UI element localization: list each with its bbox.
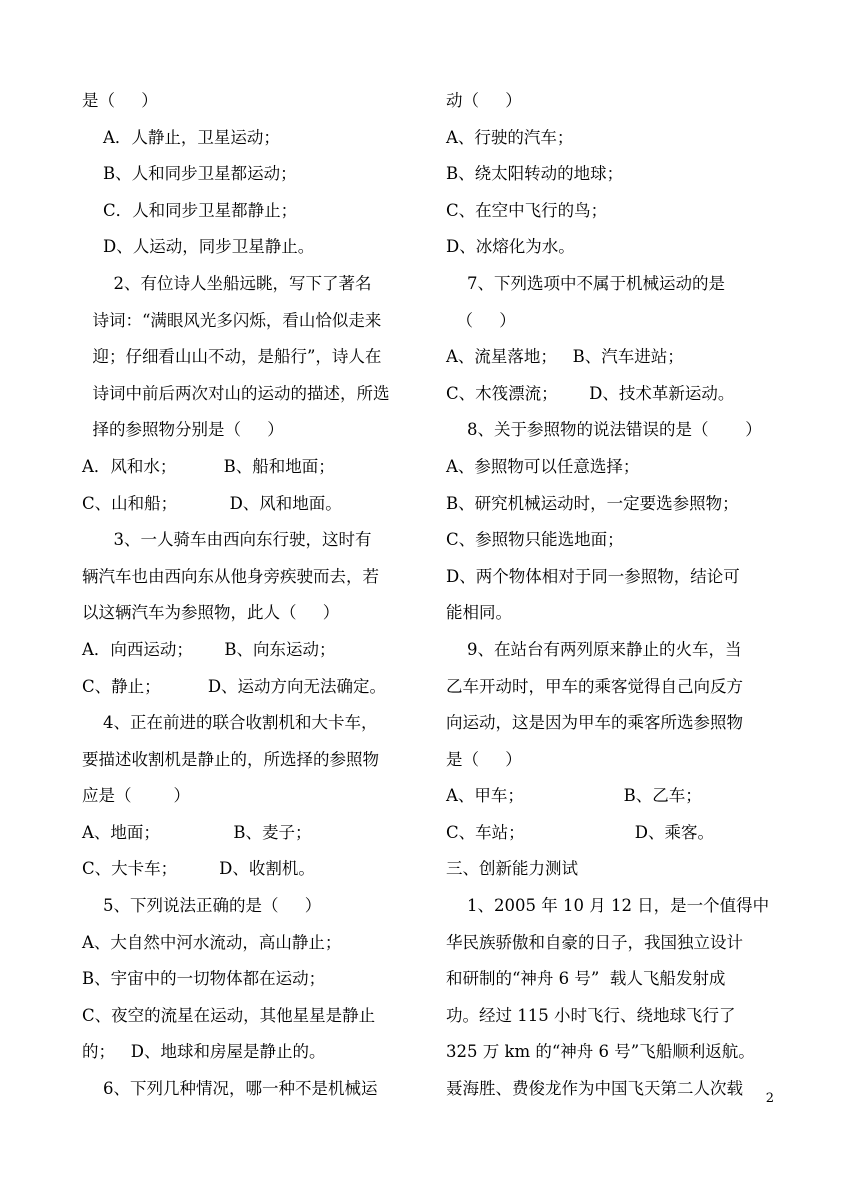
left-text-line: B、人和同步卫星都运动； (82, 164, 297, 184)
left-text-line: 要描述收割机是静止的，所选择的参照物 (82, 749, 379, 769)
left-text-line: 3、一人骑车由西向东行驶，这时有 (82, 530, 372, 550)
right-text-line: 华民族骄傲和自豪的日子，我国独立设计 (446, 932, 743, 952)
left-text-line: C．人和同步卫星都静止； (82, 200, 298, 220)
left-text-line: C、山和船； D、风和地面。 (82, 493, 342, 513)
right-text-line: 是（ ） (446, 749, 522, 769)
left-text-line: C、大卡车； D、收割机。 (82, 859, 315, 879)
left-column (82, 83, 447, 1108)
right-text-line: C、车站； D、乘客。 (446, 822, 714, 842)
left-text-line: C、夜空的流星在运动，其他星星是静止 (82, 1005, 376, 1025)
left-text-line: 的； D、地球和房屋是静止的。 (82, 1042, 326, 1062)
left-text-line: A．向西运动； B、向东运动； (82, 639, 336, 659)
right-text-line: 7、下列选项中不属于机械运动的是 (446, 273, 725, 293)
left-text-line: D、人运动，同步卫星静止。 (82, 237, 315, 257)
right-text-line: 三、创新能力测试 (446, 859, 578, 879)
right-text-line: 9、在站台有两列原来静止的火车，当 (446, 639, 742, 659)
right-text-line: 8、关于参照物的说法错误的是（ ） (446, 420, 762, 440)
right-text-line: C、参照物只能选地面； (446, 530, 624, 550)
right-text-line: （ ） (446, 310, 516, 330)
left-text-line: A、大自然中河水流动，高山静止； (82, 932, 342, 952)
right-text-line: A、流星落地； B、汽车进站； (446, 347, 684, 367)
left-text-line: 应是（ ） (82, 786, 190, 806)
right-text-line: D、两个物体相对于同一参照物，结论可 (446, 566, 740, 586)
right-text-line: 功。经过 115 小时飞行、绕地球飞行了 (446, 1005, 736, 1025)
right-text-line: B、绕太阳转动的地球； (446, 164, 624, 184)
right-text-line: 325 万 km 的“神舟 6 号”飞船顺利返航。 (446, 1042, 755, 1062)
page-number: 2 (765, 1091, 774, 1106)
right-text-line: 动（ ） (446, 91, 522, 110)
right-text-line: 和研制的“神舟 6 号” 载人飞船发射成 (446, 969, 726, 989)
right-text-line: B、研究机械运动时，一定要选参照物； (446, 493, 739, 513)
right-text-line: 1、2005 年 10 月 12 日，是一个值得中 (446, 896, 770, 916)
right-text-line: 向运动，这是因为甲车的乘客所选参照物 (446, 713, 743, 733)
right-text-line: C、在空中飞行的鸟； (446, 200, 608, 220)
left-text-line: B、宇宙中的一切物体都在运动； (82, 969, 326, 989)
right-text-line: 聂海胜、费俊龙作为中国飞天第二人次载 (446, 1079, 743, 1099)
right-text-line: D、冰熔化为水。 (446, 237, 575, 257)
right-text-line: 能相同。 (446, 603, 512, 623)
left-text-line: A．人静止，卫星运动； (82, 127, 280, 147)
right-text-line: C、木筏漂流； D、技术革新运动。 (446, 383, 735, 403)
left-text-line: 诗词中前后两次对山的运动的描述，所选 (82, 383, 390, 403)
left-text-line: A．风和水； B、船和地面； (82, 456, 335, 476)
left-text-line: 6、下列几种情况，哪一种不是机械运 (82, 1079, 378, 1099)
left-text-line: 迎；仔细看山山不动，是船行”，诗人在 (82, 347, 382, 367)
left-text-line: 是（ ） (82, 91, 158, 110)
left-text-line: 择的参照物分别是（ ） (82, 420, 284, 440)
left-text-line: C、静止； D、运动方向无法确定。 (82, 676, 387, 696)
left-text-line: A、地面； B、麦子； (82, 822, 312, 842)
left-text-line: 辆汽车也由西向东从他身旁疾驶而去，若 (82, 566, 379, 586)
left-text-line: 2、有位诗人坐船远眺，写下了著名 (82, 273, 372, 293)
left-text-line: 5、下列说法正确的是（ ） (82, 896, 322, 916)
left-text-line: 诗词：“满眼风光多闪烁，看山恰似走来 (82, 310, 382, 330)
right-text-line: A、行驶的汽车； (446, 127, 574, 147)
right-text-line: 乙车开动时，甲车的乘客觉得自己向反方 (446, 676, 743, 696)
left-text-line: 以这辆汽车为参照物，此人（ ） (82, 603, 340, 623)
left-text-line: 4、正在前进的联合收割机和大卡车， (82, 713, 378, 733)
right-text-line: A、甲车； B、乙车； (446, 786, 702, 806)
right-column (446, 83, 816, 1108)
right-text-line: A、参照物可以任意选择； (446, 456, 640, 476)
